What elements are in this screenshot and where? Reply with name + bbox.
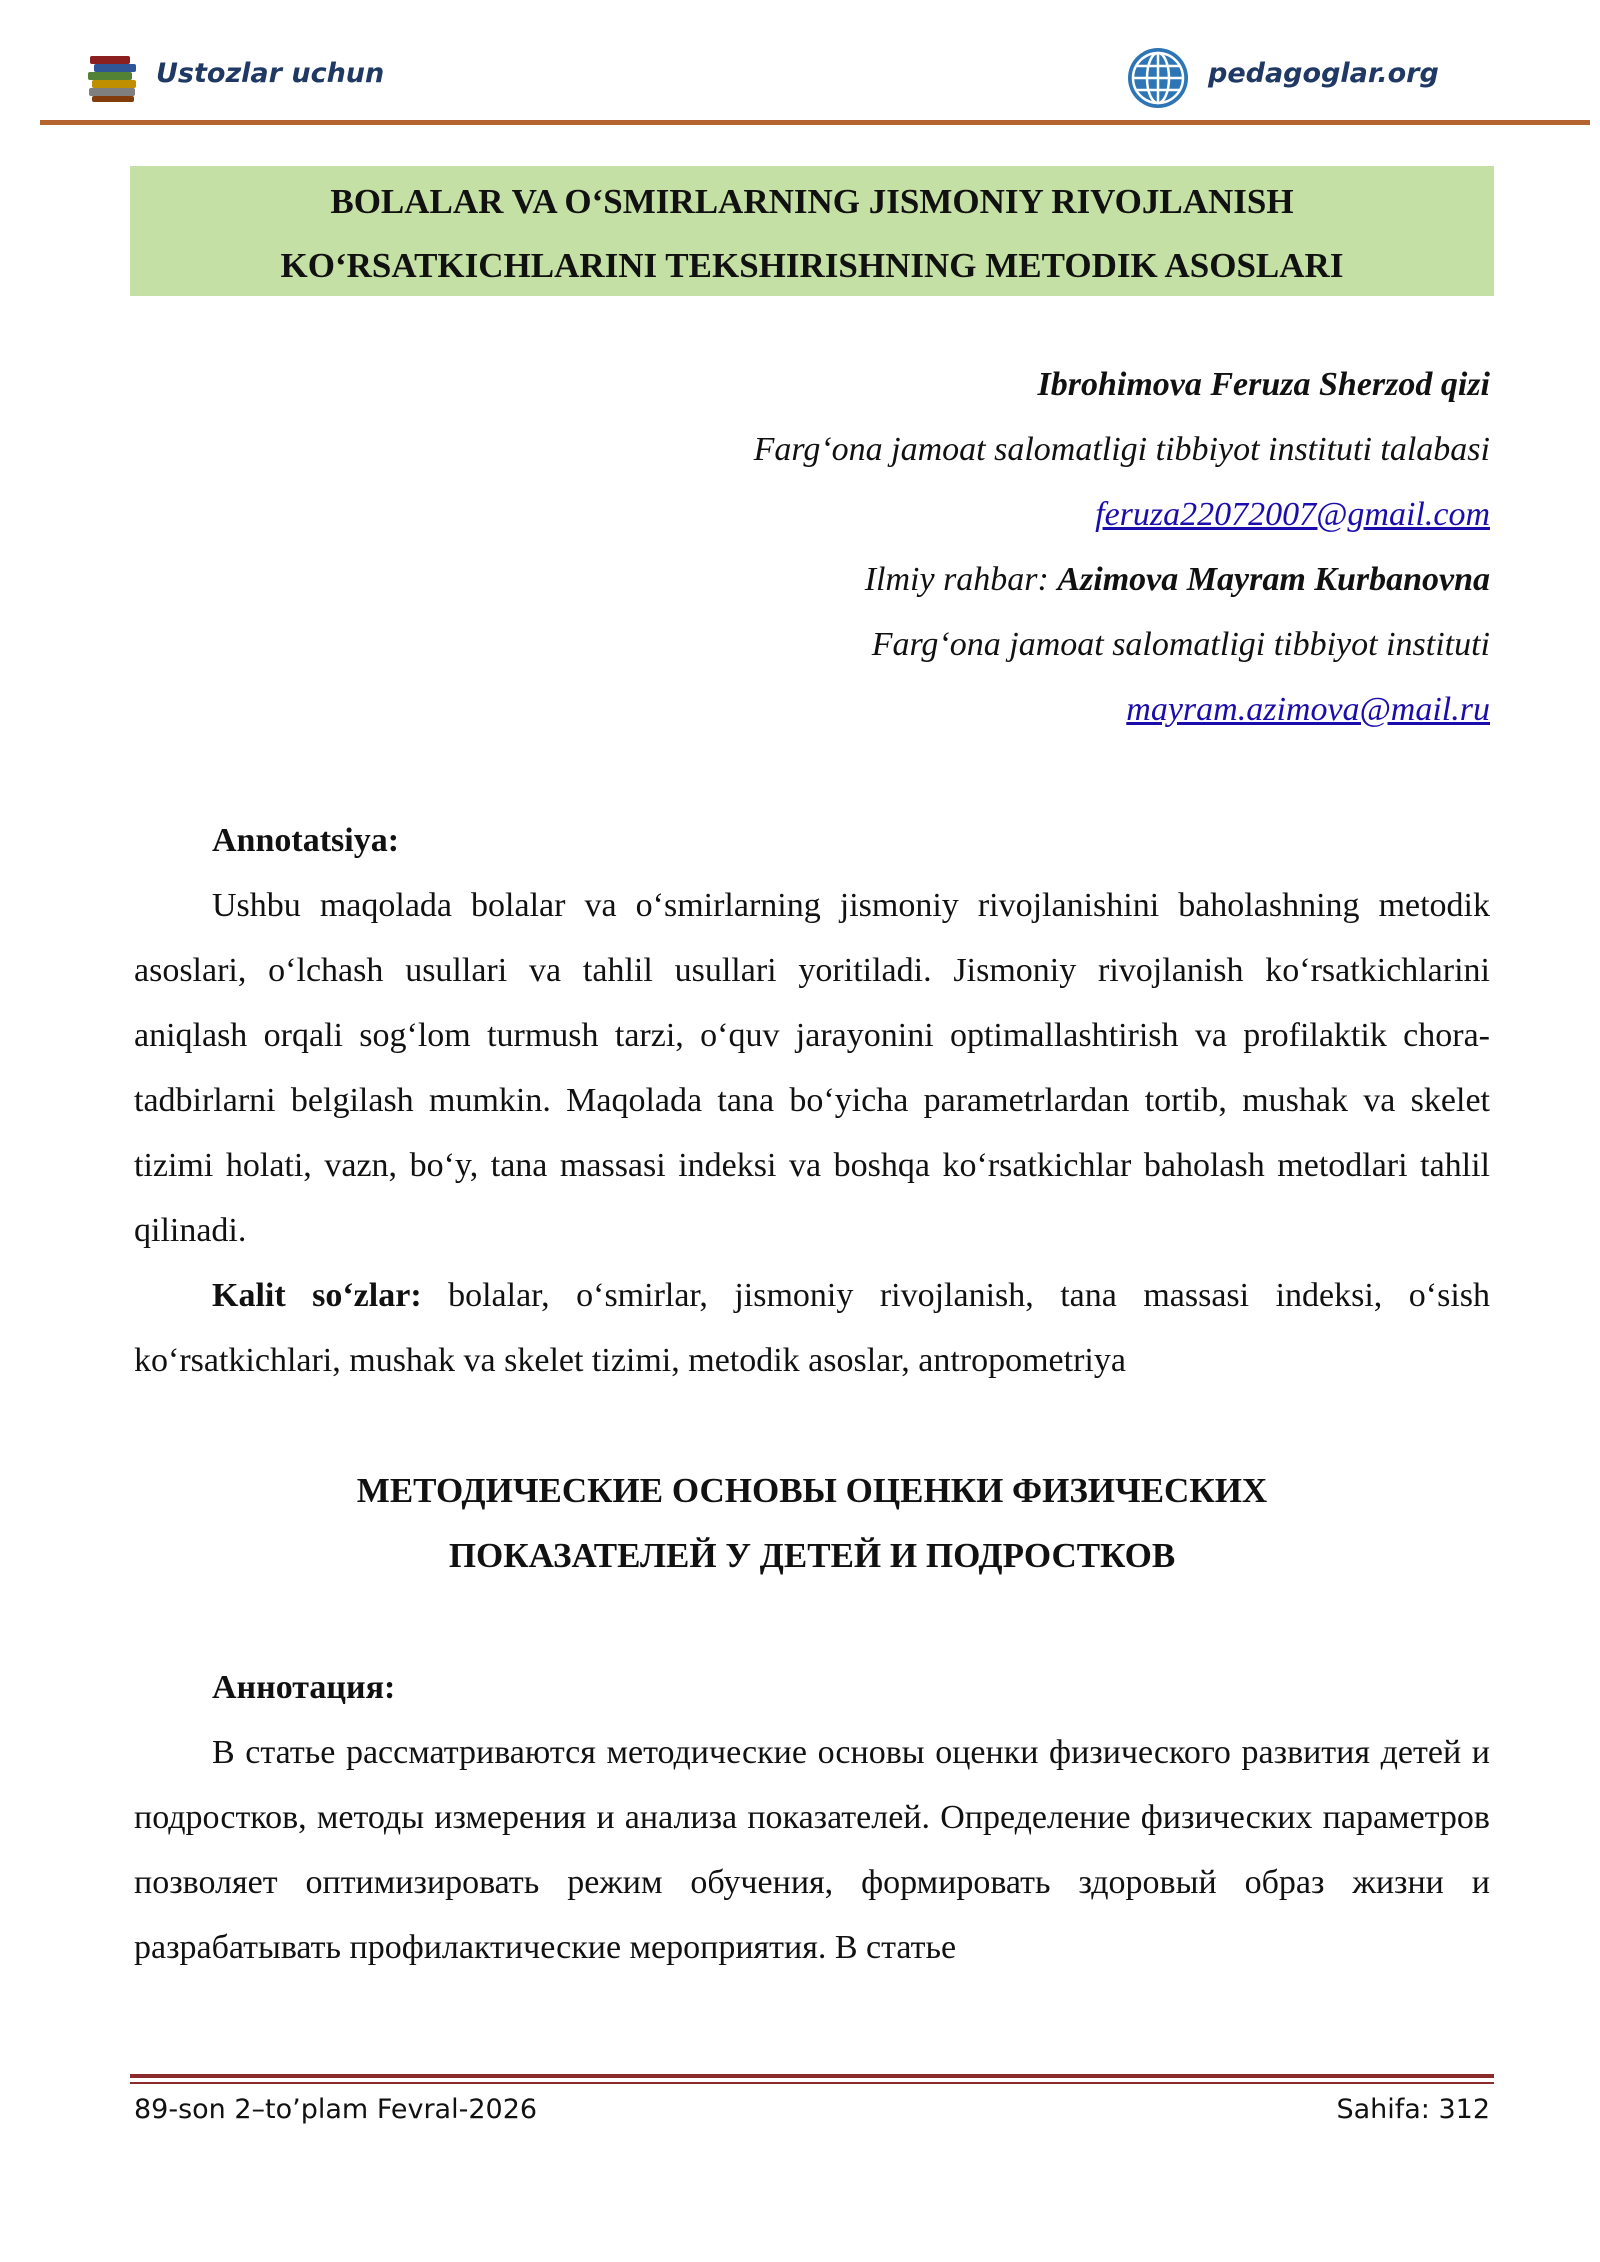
supervisor-line (754, 547, 1490, 612)
header-site-name: Ustozlar uchun (156, 58, 385, 89)
footer-divider-thick (130, 2074, 1494, 2078)
abstract-ru-text: В статье рассматриваются методические основы оценки физического развития детей и подростков, методы измерения и анализа показателей. Определение физических параметров позволяет оптимизировать режим обучения, формировать здоровый образ жизни и разрабатывать профилактические мероприятия. В статье (134, 1734, 1490, 1966)
header-site-url[interactable]: pedagoglar.org (1208, 58, 1439, 89)
books-icon (86, 52, 142, 104)
article-title-uz (130, 166, 1494, 296)
author-block (754, 352, 1490, 742)
abstract-uz-section (134, 808, 1490, 1393)
keywords-uz-text: bolalar, o‘smirlar, jismoniy rivojlanish, tana massasi indeksi, o‘sish ko‘rsatkichlari, mushak va skelet tizimi, metodik asoslar, antropometriya (134, 1277, 1490, 1379)
footer-divider-thin (130, 2082, 1494, 2084)
globe-icon (1126, 46, 1190, 110)
abstract-ru-heading: Аннотация: (212, 1669, 396, 1706)
author-name: Ibrohimova Feruza Sherzod qizi (1037, 366, 1490, 403)
abstract-uz-heading: Annotatsiya: (212, 822, 400, 859)
author-affiliation: Farg‘ona jamoat salomatligi tibbiyot instituti talabasi (753, 431, 1490, 468)
header-divider (40, 120, 1590, 125)
page-header (0, 0, 1600, 130)
title-line-1: BOLALAR VA O‘SMIRLARNING JISMONIY RIVOJLANISH (330, 182, 1294, 221)
keywords-uz-label: Kalit so‘zlar: (212, 1277, 422, 1314)
supervisor-label: Ilmiy rahbar: (864, 561, 1058, 598)
abstract-ru-section (134, 1655, 1490, 1980)
title-ru-line-2: ПОКАЗАТЕЛЕЙ У ДЕТЕЙ И ПОДРОСТКОВ (448, 1536, 1176, 1575)
footer-issue-info: 89-son 2–to’plam Fevral-2026 (134, 2094, 538, 2125)
title-ru-line-1: МЕТОДИЧЕСКИЕ ОСНОВЫ ОЦЕНКИ ФИЗИЧЕСКИХ (356, 1471, 1268, 1510)
keywords-uz (134, 1263, 1490, 1393)
author-email-link[interactable]: feruza22072007@gmail.com (1095, 496, 1490, 533)
title-line-2: KO‘RSATKICHLARINI TEKSHIRISHNING METODIK ASOSLARI (280, 246, 1344, 285)
supervisor-affiliation: Farg‘ona jamoat salomatligi tibbiyot instituti (871, 626, 1490, 663)
supervisor-name: Azimova Mayram Kurbanovna (1057, 561, 1490, 598)
abstract-uz-text: Ushbu maqolada bolalar va o‘smirlarning jismoniy rivojlanishini baholashning metodik asoslari, o‘lchash usullari va tahlil usullari yoritiladi. Jismoniy rivojlanish ko‘rsatkichlarini aniqlash orqali sog‘lom turmush tarzi, o‘quv jarayonini optimallashtirish va profilaktik chora-tadbirlarni belgilash mumkin. Maqolada tana bo‘yicha parametrlardan tortib, mushak va skelet tizimi holati, vazn, bo‘y, tana massasi indeksi va boshqa ko‘rsatkichlar baholash metodlari tahlil qilinadi. (134, 887, 1490, 1249)
supervisor-email-link[interactable]: mayram.azimova@mail.ru (1126, 691, 1490, 728)
footer-page-number: Sahifa: 312 (1336, 2094, 1490, 2125)
article-title-ru (134, 1458, 1490, 1588)
